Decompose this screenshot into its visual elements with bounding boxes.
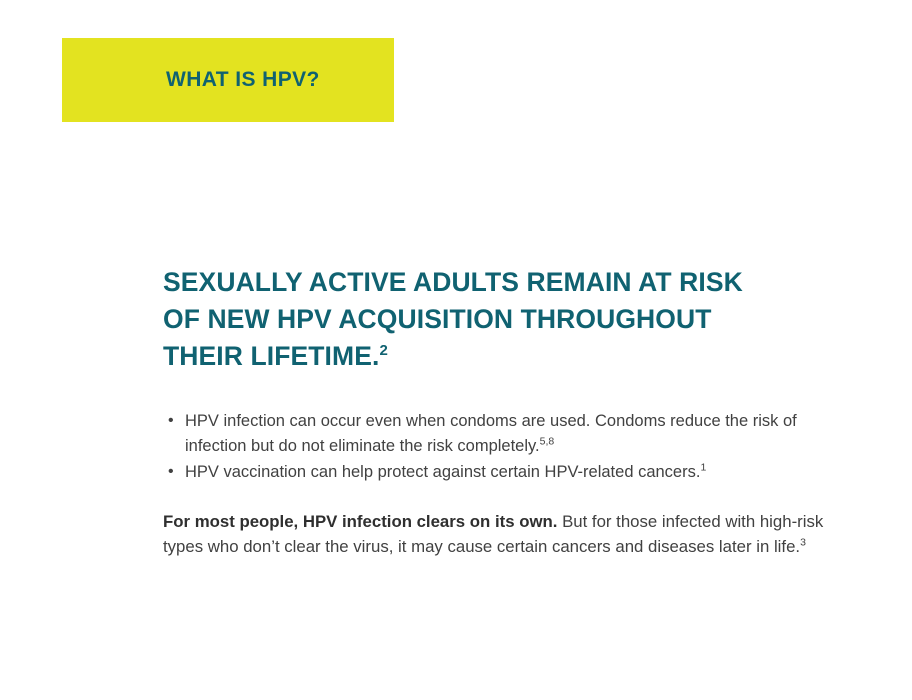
section-banner	[62, 38, 394, 122]
bullet-text: HPV vaccination can help protect against certain HPV-related cancers.	[185, 463, 701, 481]
bullet-list	[163, 409, 853, 485]
bullet-reference: 5,8	[539, 435, 555, 447]
list-item	[163, 409, 853, 458]
paragraph-reference: 3	[800, 535, 806, 548]
banner-label: WHAT IS HPV?	[166, 68, 320, 91]
headline-line-2: OF NEW HPV ACQUISITION THROUGHOUT	[163, 304, 712, 334]
bullet-reference: 1	[700, 461, 707, 474]
page-title	[163, 264, 853, 375]
body-paragraph	[163, 509, 843, 559]
headline-line-3: THEIR LIFETIME.	[163, 341, 380, 371]
paragraph-rest: But for those infected with high-risk types who don’t clear the virus, it may cause certain cancers and diseases later in life.	[163, 511, 824, 556]
headline-line-1: SEXUALLY ACTIVE ADULTS REMAIN AT RISK	[163, 267, 743, 297]
bullet-text: HPV infection can occur even when condoms are used. Condoms reduce the risk of infection but do not eliminate the risk completely.	[185, 412, 797, 455]
list-item	[163, 460, 853, 485]
headline-reference: 2	[379, 342, 388, 360]
content-block	[163, 264, 853, 559]
paragraph-bold-lead: For most people, HPV infection clears on its own.	[163, 511, 558, 531]
